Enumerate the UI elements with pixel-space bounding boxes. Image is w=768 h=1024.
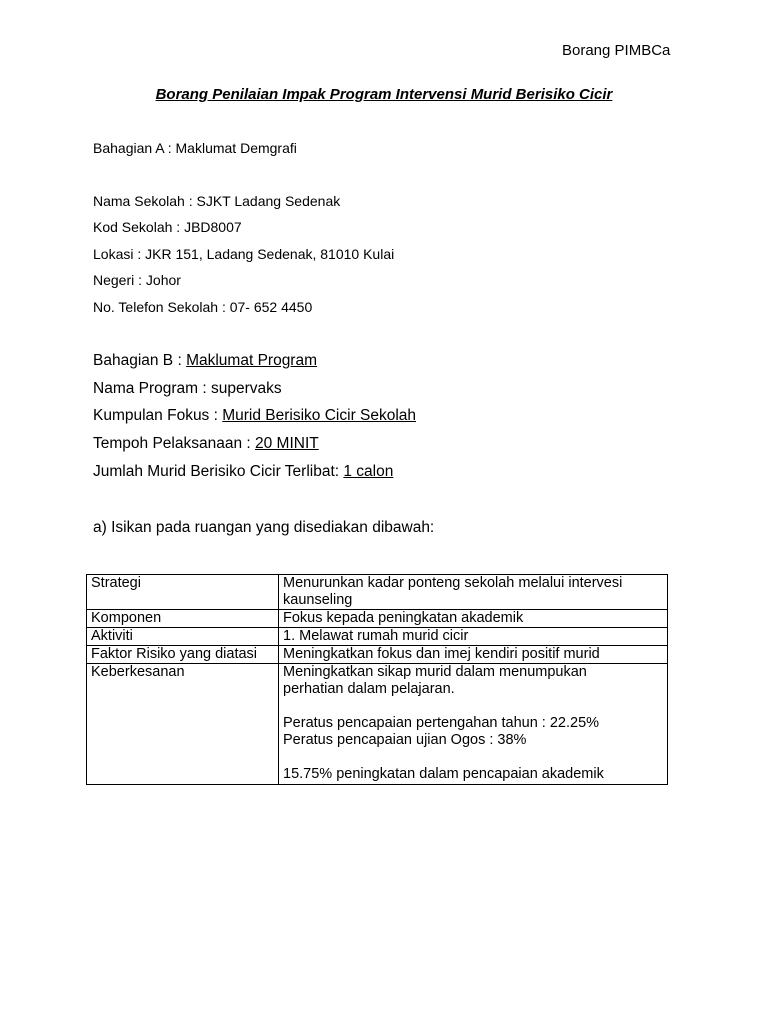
field-value: supervaks xyxy=(211,380,282,397)
section-b-heading xyxy=(93,352,317,370)
field-value: JBD8007 xyxy=(184,219,242,235)
field-school-code xyxy=(93,219,242,235)
row-value xyxy=(279,628,668,646)
table-row xyxy=(87,664,668,785)
form-code: Borang PIMBCa xyxy=(562,42,671,59)
value-line: Peratus pencapaian ujian Ogos : 38% xyxy=(283,732,527,748)
blank-line xyxy=(283,749,663,766)
row-value xyxy=(279,575,668,610)
field-state xyxy=(93,272,181,288)
field-value: Johor xyxy=(145,272,181,288)
instruction-text: a) Isikan pada ruangan yang disediakan dibawah: xyxy=(93,519,435,536)
value-line: Meningkatkan sikap murid dalam menumpukan xyxy=(283,664,587,680)
document-title: Borang Penilaian Impak Program Intervensi Murid Berisiko Cicir xyxy=(155,86,613,103)
field-value: JKR 151, Ladang Sedenak, 81010 Kulai xyxy=(145,246,395,262)
field-label: Kod Sekolah : xyxy=(93,219,185,235)
row-value xyxy=(279,646,668,664)
field-label: No. Telefon Sekolah : xyxy=(93,299,230,315)
field-school-name xyxy=(93,193,340,209)
section-b-heading-value: Maklumat Program xyxy=(186,352,318,369)
row-key: Aktiviti xyxy=(87,628,279,646)
field-value: SJKT Ladang Sedenak xyxy=(196,193,341,209)
field-label: Negeri : xyxy=(93,272,146,288)
blank-line xyxy=(283,698,663,715)
value-line: 15.75% peningkatan dalam pencapaian akademik xyxy=(283,766,604,782)
field-value: Murid Berisiko Cicir Sekolah xyxy=(222,407,417,424)
field-label: Tempoh Pelaksanaan : xyxy=(93,435,255,452)
field-value: 07- 652 4450 xyxy=(229,299,313,315)
field-location xyxy=(93,246,394,262)
field-label: Lokasi : xyxy=(93,246,146,262)
row-key: Strategi xyxy=(87,575,279,610)
value-line: Peratus pencapaian pertengahan tahun : 22.25% xyxy=(283,715,600,731)
evaluation-table xyxy=(86,574,668,785)
value-line: 1. Melawat rumah murid cicir xyxy=(283,628,469,644)
field-phone xyxy=(93,299,312,315)
field-label: Nama Sekolah : xyxy=(93,193,197,209)
table-row xyxy=(87,628,668,646)
section-a-heading: Bahagian A : Maklumat Demgrafi xyxy=(93,140,297,156)
row-key: Faktor Risiko yang diatasi xyxy=(87,646,279,664)
row-value xyxy=(279,610,668,628)
table-row xyxy=(87,575,668,610)
field-duration xyxy=(93,435,319,453)
field-student-count xyxy=(93,463,393,481)
section-b-heading-label: Bahagian B : xyxy=(93,352,187,369)
value-line: kaunseling xyxy=(283,592,353,608)
table-row xyxy=(87,646,668,664)
field-focus-group xyxy=(93,407,416,425)
value-line: Fokus kepada peningkatan akademik xyxy=(283,610,524,626)
value-line: perhatian dalam pelajaran. xyxy=(283,681,455,697)
field-value: 1 calon xyxy=(343,463,394,480)
row-key: Keberkesanan xyxy=(87,664,279,785)
value-line: Menurunkan kadar ponteng sekolah melalui intervesi xyxy=(283,575,623,591)
value-line: Meningkatkan fokus dan imej kendiri positif murid xyxy=(283,646,600,662)
table-row xyxy=(87,610,668,628)
row-key: Komponen xyxy=(87,610,279,628)
field-program-name xyxy=(93,380,282,398)
row-value xyxy=(279,664,668,785)
field-label: Jumlah Murid Berisiko Cicir Terlibat: xyxy=(93,463,344,480)
field-label: Nama Program : xyxy=(93,380,212,397)
field-label: Kumpulan Fokus : xyxy=(93,407,223,424)
field-value: 20 MINIT xyxy=(255,435,319,452)
